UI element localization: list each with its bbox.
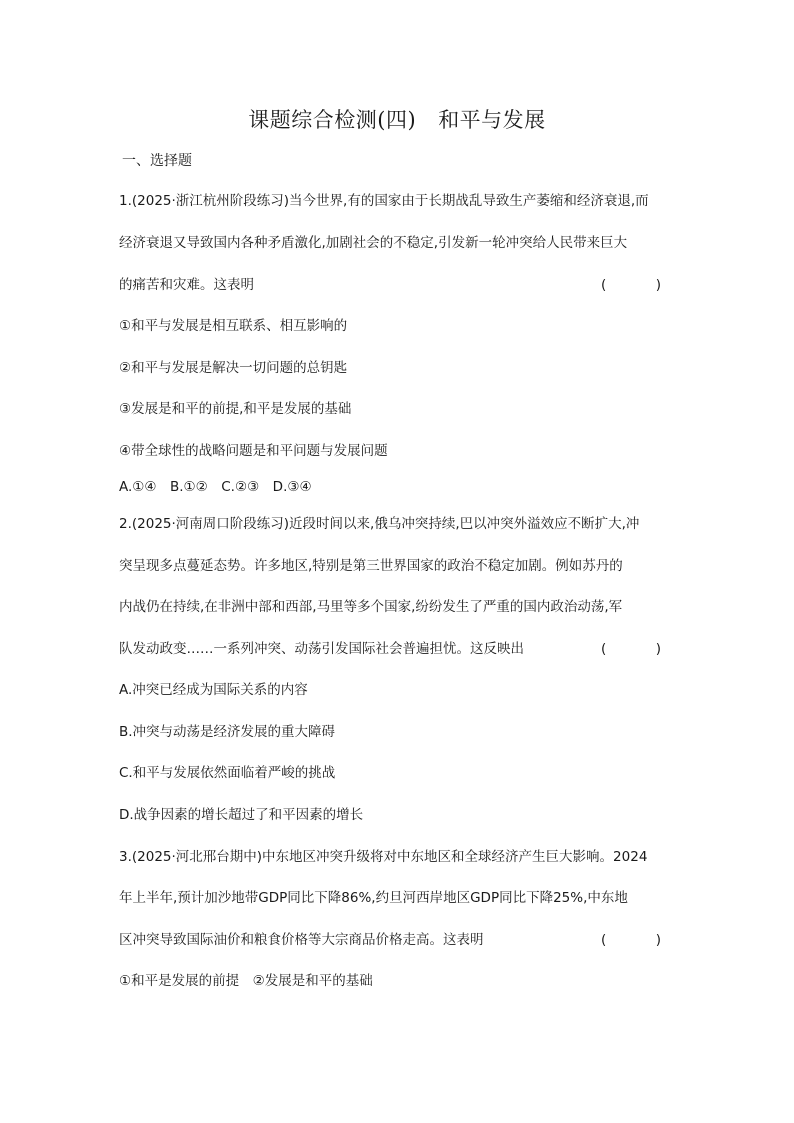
q1-options: A.①④ B.①② C.②③ D.③④ xyxy=(119,479,312,495)
answer-bracket: ( ) xyxy=(600,277,679,293)
q2-option-b: B.冲突与动荡是经济发展的重大障碍 xyxy=(119,724,336,740)
q3-stem-line-3: 区冲突导致国际油价和粮食价格等大宗商品价格走高。这表明 ( ) xyxy=(119,932,679,948)
q1-statement-4: ④带全球性的战略问题是和平问题与发展问题 xyxy=(119,443,388,459)
q1-stem-line-2: 经济衰退又导致国内各种矛盾激化,加剧社会的不稳定,引发新一轮冲突给人民带来巨大 xyxy=(119,235,628,251)
title-topic: 和平与发展 xyxy=(438,108,546,132)
q2-stem-line-3: 内战仍在持续,在非洲中部和西部,马里等多个国家,纷纷发生了严重的国内政治动荡,军 xyxy=(119,599,623,615)
q2-option-c: C.和平与发展依然面临着严峻的挑战 xyxy=(119,765,336,781)
q3-stem-line-1: 3.(2025·河北邢台期中)中东地区冲突升级将对中东地区和全球经济产生巨大影响。2024 xyxy=(119,849,648,865)
q1-statement-3: ③发展是和平的前提,和平是发展的基础 xyxy=(119,401,352,417)
q2-option-a: A.冲突已经成为国际关系的内容 xyxy=(119,682,308,698)
q3-stem-line-2: 年上半年,预计加沙地带GDP同比下降86%,约旦河西岸地区GDP同比下降25%,中东地 xyxy=(119,890,628,906)
q1-statement-2: ②和平与发展是解决一切问题的总钥匙 xyxy=(119,360,348,376)
q2-stem-line-1: 2.(2025·河南周口阶段练习)近段时间以来,俄乌冲突持续,巴以冲突外溢效应不断扩大,冲 xyxy=(119,516,640,532)
answer-bracket: ( ) xyxy=(600,641,679,657)
q2-option-d: D.战争因素的增长超过了和平因素的增长 xyxy=(119,807,364,823)
q3-statements: ①和平是发展的前提 ②发展是和平的基础 xyxy=(119,973,373,989)
q2-stem-line-2: 突呈现多点蔓延态势。许多地区,特别是第三世界国家的政治不稳定加剧。例如苏丹的 xyxy=(119,558,623,574)
q1-statement-1: ①和平与发展是相互联系、相互影响的 xyxy=(119,318,348,334)
q1-stem-line-1: 1.(2025·浙江杭州阶段练习)当今世界,有的国家由于长期战乱导致生产萎缩和经济衰退,而 xyxy=(119,193,649,209)
section-heading: 一、选择题 xyxy=(122,153,192,169)
q1-stem-line-3: 的痛苦和灾难。这表明 ( ) xyxy=(119,277,679,293)
title-main: 课题综合检测(四) xyxy=(248,108,417,132)
answer-bracket: ( ) xyxy=(600,932,679,948)
page-title xyxy=(0,104,794,134)
q2-stem-line-4: 队发动政变……一系列冲突、动荡引发国际社会普遍担忧。这反映出 ( ) xyxy=(119,641,679,657)
